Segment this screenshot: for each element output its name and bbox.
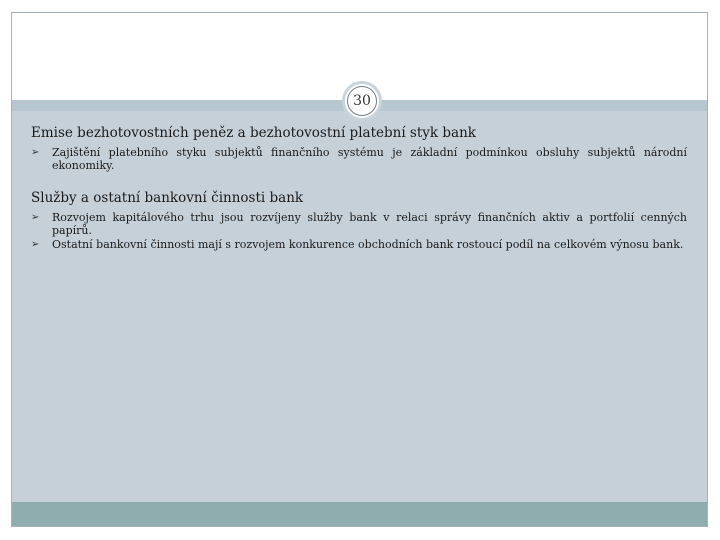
- page-number-badge: [342, 81, 382, 121]
- page-number: 30: [347, 86, 377, 116]
- list-item: [31, 211, 687, 237]
- arrow-right-icon: ➢: [31, 147, 40, 158]
- bullet-text: Zajištění platebního styku subjektů finančního systému je základní podmínkou obsluhy subjektů národní ekonomiky.: [52, 146, 687, 172]
- section-title-sluzby: Služby a ostatní bankovní činnosti bank: [31, 190, 304, 206]
- slide-content: [31, 125, 687, 252]
- bullet-list-sluzby: [31, 211, 687, 251]
- slide-footer: [12, 502, 707, 526]
- arrow-right-icon: ➢: [31, 239, 40, 250]
- arrow-right-icon: ➢: [31, 212, 40, 223]
- list-item: [31, 238, 687, 251]
- slide: [11, 12, 708, 527]
- list-item: [31, 146, 687, 172]
- bullet-text: Rozvojem kapitálového trhu jsou rozvíjeny služby bank v relaci správy finančních aktiv a portfolií cenných papírů.: [52, 211, 687, 237]
- bullet-text: Ostatní bankovní činnosti mají s rozvojem konkurence obchodních bank rostoucí podíl na celkovém výnosu bank.: [52, 238, 684, 251]
- bullet-list-emise: [31, 146, 687, 172]
- section-title-emise: Emise bezhotovostních peněz a bezhotovostní platební styk bank: [31, 125, 476, 141]
